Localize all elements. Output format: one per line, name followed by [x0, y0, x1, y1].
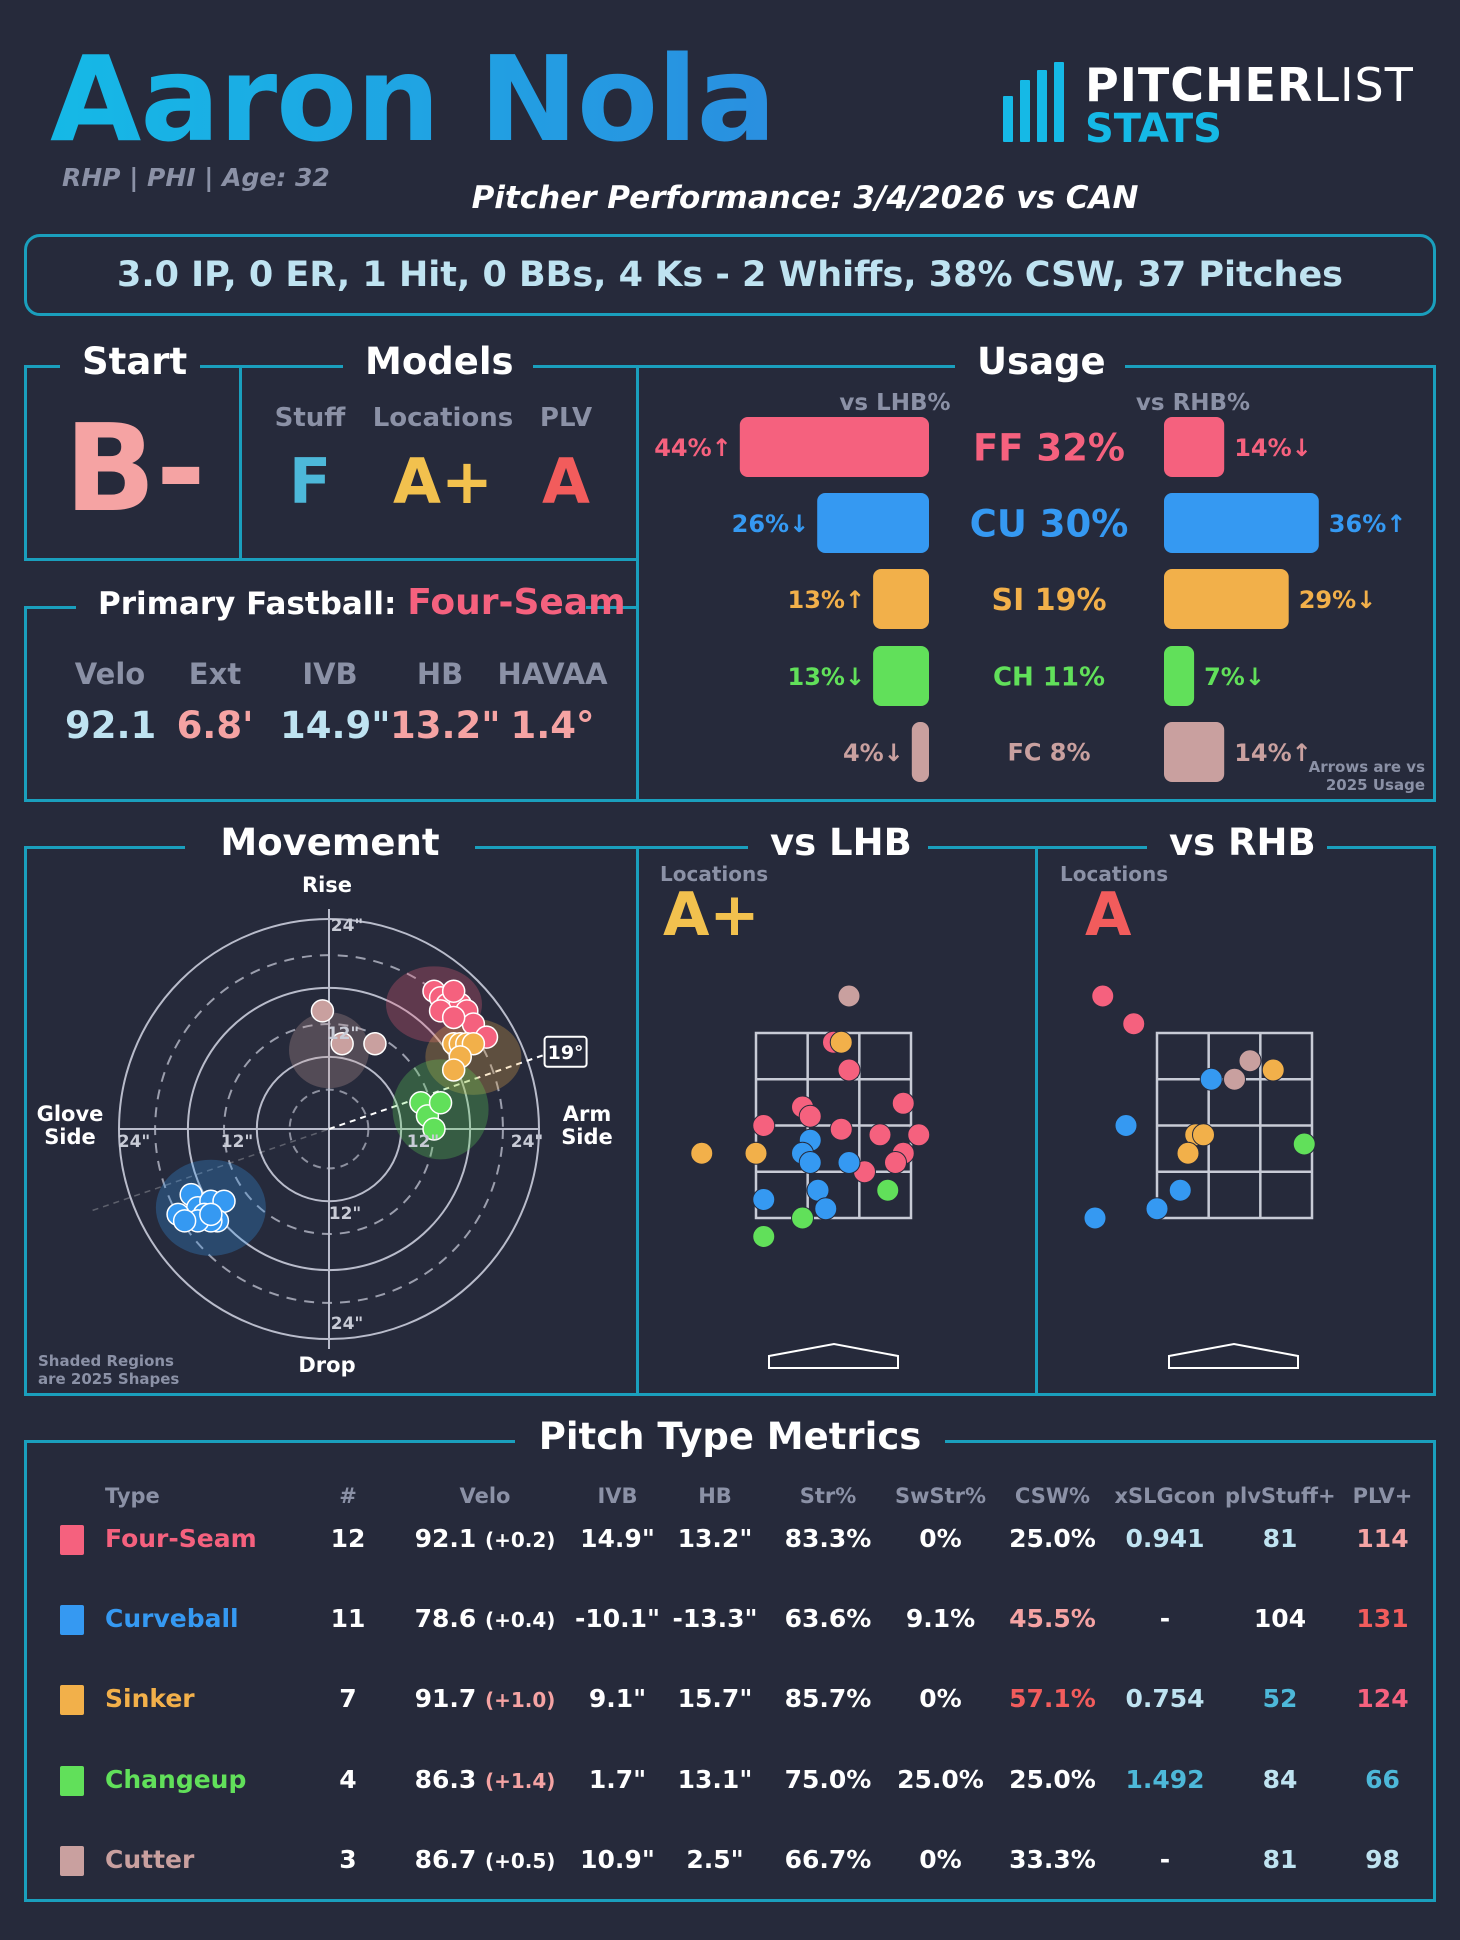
- usage-bar-rhb: [1164, 493, 1319, 553]
- hb-value: 13.1": [677, 1765, 753, 1794]
- metrics-header: PLV+: [1352, 1484, 1413, 1508]
- location-point-ff: [892, 1092, 914, 1114]
- usage-bar-rhb: [1164, 569, 1289, 629]
- fastball-metric-value: 92.1: [65, 704, 157, 747]
- movement-note-line2: are 2025 Shapes: [38, 1370, 180, 1388]
- metrics-header: Type: [105, 1484, 160, 1508]
- ring-label-24-top: 24": [330, 916, 364, 936]
- xslgcon-value: 0.754: [1125, 1684, 1205, 1713]
- velo-value: 92.1: [414, 1524, 477, 1553]
- location-point-si: [1177, 1142, 1199, 1164]
- usage-chart: [636, 365, 1436, 802]
- location-point-si: [830, 1031, 852, 1053]
- pitch-color-swatch: [60, 1846, 84, 1876]
- velo-diff: (+0.2): [484, 1528, 556, 1552]
- ring-label-12-left: 12": [220, 1132, 254, 1152]
- metrics-header: Velo: [459, 1484, 511, 1508]
- hb-value: 2.5": [686, 1845, 744, 1874]
- performance-line: Pitcher Performance: 3/4/2026 vs CAN: [471, 180, 1139, 216]
- logo-bold: PITCHER: [1085, 58, 1314, 112]
- usage-lhb-label: 13%↑: [787, 586, 866, 614]
- primary-fastball-label: Primary Fastball:: [98, 586, 397, 622]
- velo-cell: [410, 1684, 560, 1713]
- usage-center-label: SI 19%: [991, 582, 1107, 618]
- model-label: PLV: [539, 403, 593, 433]
- xslgcon-value: 1.492: [1125, 1765, 1205, 1794]
- plvstuff-value: 81: [1262, 1524, 1298, 1553]
- plvstuff-value: 84: [1262, 1765, 1298, 1794]
- metrics-header: plvStuff+: [1225, 1484, 1336, 1508]
- fastball-metric-label: HAVAA: [497, 657, 608, 691]
- pitch-type-name: Four-Seam: [105, 1524, 257, 1553]
- plvstuff-value: 52: [1262, 1684, 1298, 1713]
- primary-fastball-title: [76, 582, 626, 623]
- location-point-ff: [1092, 985, 1114, 1007]
- vs-lhb-grade: A+: [663, 880, 760, 950]
- vs-lhb-title: vs LHB: [748, 821, 928, 864]
- velo-cell: [410, 1524, 560, 1553]
- location-point-cu: [1146, 1198, 1168, 1220]
- glove-side-label: Glove: [36, 1102, 104, 1126]
- ring-label-24-left: 24": [117, 1132, 151, 1152]
- swstr-pct: 25.0%: [897, 1765, 984, 1794]
- location-point-cu: [838, 1152, 860, 1174]
- vs-rhb-title: vs RHB: [1147, 821, 1327, 864]
- swstr-pct: 0%: [919, 1524, 962, 1553]
- xslgcon-value: -: [1159, 1845, 1171, 1874]
- ivb-value: 9.1": [588, 1684, 647, 1713]
- metrics-header: IVB: [597, 1484, 638, 1508]
- str-pct: 66.7%: [784, 1845, 872, 1874]
- hb-value: 15.7": [677, 1684, 753, 1713]
- usage-lhb-label: 4%↓: [842, 739, 904, 767]
- pitch-type-name: Sinker: [105, 1684, 195, 1713]
- usage-bar-lhb: [817, 493, 929, 553]
- pitch-count: 12: [330, 1524, 366, 1553]
- location-point-ff: [1123, 1013, 1145, 1035]
- location-point-ch: [792, 1207, 814, 1229]
- ring-label-24-bottom: 24": [330, 1314, 364, 1334]
- glove-side-label-2: Side: [44, 1125, 96, 1149]
- ivb-value: 10.9": [580, 1845, 655, 1874]
- pitch-color-swatch: [60, 1685, 84, 1715]
- vs-lhb-location-chart: [636, 846, 1038, 1396]
- location-point-fc: [1224, 1068, 1246, 1090]
- usage-bar-lhb: [873, 569, 929, 629]
- movement-point-fc: [364, 1033, 386, 1055]
- plvstuff-value: 104: [1253, 1604, 1307, 1633]
- location-point-si: [1193, 1124, 1215, 1146]
- velo-value: 86.7: [414, 1845, 477, 1874]
- pitch-count: 7: [339, 1684, 357, 1713]
- swstr-pct: 9.1%: [905, 1604, 976, 1633]
- metrics-header: HB: [698, 1484, 732, 1508]
- usage-rhb-label: 14%↓: [1234, 434, 1312, 462]
- str-pct: 75.0%: [784, 1765, 872, 1794]
- ring-label-12-top: 12": [326, 1024, 360, 1044]
- metrics-header: Str%: [799, 1484, 857, 1508]
- location-point-ff: [869, 1124, 891, 1146]
- fastball-metric-label: Ext: [188, 657, 242, 691]
- metrics-header: xSLGcon: [1114, 1484, 1216, 1508]
- pitch-count: 11: [330, 1604, 366, 1633]
- csw-pct: 33.3%: [1009, 1845, 1096, 1874]
- location-point-ff: [830, 1118, 852, 1140]
- location-point-ch: [1293, 1133, 1315, 1155]
- usage-lhb-header: vs LHB%: [839, 390, 951, 416]
- usage-bar-lhb: [873, 646, 929, 706]
- location-point-fc: [838, 985, 860, 1007]
- movement-point-ff: [443, 980, 465, 1002]
- ivb-value: -10.1": [575, 1604, 661, 1633]
- home-plate: [769, 1344, 898, 1368]
- location-point-ff: [885, 1152, 907, 1174]
- movement-title: Movement: [185, 821, 475, 864]
- game-summary: 3.0 IP, 0 ER, 1 Hit, 0 BBs, 4 Ks - 2 Whiffs, 38% CSW, 37 Pitches: [24, 234, 1436, 316]
- usage-title: Usage: [955, 340, 1125, 383]
- xslgcon-value: 0.941: [1125, 1524, 1205, 1553]
- plvstuff-value: 81: [1262, 1845, 1298, 1874]
- location-point-cu: [1084, 1207, 1106, 1229]
- fastball-metric-label: IVB: [302, 657, 358, 691]
- location-point-cu: [753, 1189, 775, 1211]
- usage-center-label: FF 32%: [973, 426, 1125, 470]
- usage-center-label: CU 30%: [969, 502, 1129, 546]
- fastball-metric-value: 1.4°: [510, 704, 595, 747]
- velo-diff: (+0.4): [484, 1608, 556, 1632]
- str-pct: 83.3%: [784, 1524, 872, 1553]
- primary-fastball-pitch: Four-Seam: [407, 582, 626, 623]
- metrics-header: SwStr%: [894, 1484, 987, 1508]
- player-name: Aaron Nola: [50, 30, 776, 168]
- csw-pct: 45.5%: [1009, 1604, 1096, 1633]
- metrics-panel: [24, 1440, 1436, 1902]
- usage-rhb-label: 14%↑: [1234, 739, 1312, 767]
- velo-cell: [410, 1765, 560, 1794]
- movement-point-si: [443, 1059, 465, 1081]
- velo-cell: [410, 1604, 560, 1633]
- location-point-ch: [753, 1226, 775, 1248]
- arm-side-label-2: Side: [561, 1125, 613, 1149]
- fastball-metric-label: HB: [416, 657, 464, 691]
- fastball-metric-value: 13.2": [390, 704, 501, 747]
- usage-bar-lhb: [912, 722, 929, 782]
- start-grade: B-: [64, 400, 206, 539]
- location-point-ff: [838, 1059, 860, 1081]
- fastball-metric-label: Velo: [74, 657, 146, 691]
- drop-label: Drop: [298, 1353, 356, 1377]
- location-point-si: [1262, 1059, 1284, 1081]
- location-point-cu: [815, 1198, 837, 1220]
- hb-value: 13.2": [677, 1524, 753, 1553]
- location-point-cu: [799, 1152, 821, 1174]
- usage-bar-rhb: [1164, 646, 1194, 706]
- velo-diff: (+0.5): [484, 1849, 556, 1873]
- usage-note-line2: 2025 Usage: [1325, 776, 1425, 794]
- velo-value: 78.6: [414, 1604, 477, 1633]
- pitch-count: 4: [339, 1765, 357, 1794]
- location-point-cu: [1169, 1179, 1191, 1201]
- usage-rhb-label: 7%↓: [1204, 663, 1265, 691]
- plv-value: 66: [1365, 1765, 1400, 1794]
- usage-bar-lhb: [740, 417, 929, 477]
- fastball-metric-value: 6.8': [176, 704, 254, 747]
- model-grade: A+: [393, 445, 493, 518]
- plv-value: 98: [1365, 1845, 1400, 1874]
- pitcherlist-bars-icon: [1003, 62, 1065, 142]
- velo-diff: (+1.4): [484, 1769, 556, 1793]
- usage-rhb-header: vs RHB%: [1135, 390, 1251, 416]
- movement-point-fc: [311, 1000, 333, 1022]
- ivb-value: 1.7": [588, 1765, 647, 1794]
- models-title: Models: [343, 340, 533, 383]
- usage-center-label: FC 8%: [1007, 738, 1091, 767]
- csw-pct: 25.0%: [1009, 1765, 1096, 1794]
- plv-value: 124: [1356, 1684, 1409, 1713]
- plv-value: 131: [1356, 1604, 1409, 1633]
- usage-note-line1: Arrows are vs: [1308, 758, 1425, 776]
- metrics-title: Pitch Type Metrics: [515, 1415, 945, 1458]
- ring-label-24-right: 24": [510, 1132, 544, 1152]
- arm-side-label: Arm: [562, 1102, 612, 1126]
- csw-pct: 25.0%: [1009, 1524, 1096, 1553]
- usage-center-label: CH 11%: [992, 662, 1106, 693]
- csw-pct: 57.1%: [1009, 1684, 1096, 1713]
- metrics-header: #: [339, 1484, 357, 1508]
- pitch-color-swatch: [60, 1605, 84, 1635]
- usage-lhb-label: 26%↓: [731, 510, 810, 538]
- location-point-cu: [1200, 1068, 1222, 1090]
- location-point-ff: [799, 1105, 821, 1127]
- velo-value: 86.3: [414, 1765, 477, 1794]
- usage-lhb-label: 44%↑: [654, 434, 732, 462]
- metrics-header: CSW%: [1014, 1484, 1091, 1508]
- model-grade: F: [288, 445, 332, 518]
- start-title: Start: [60, 340, 200, 383]
- home-plate: [1169, 1344, 1298, 1368]
- movement-point-cu: [200, 1203, 222, 1225]
- str-pct: 63.6%: [784, 1604, 872, 1633]
- ivb-value: 14.9": [580, 1524, 655, 1553]
- location-point-cu: [1115, 1115, 1137, 1137]
- logo-light: LIST: [1313, 58, 1414, 112]
- pitch-type-name: Curveball: [105, 1604, 239, 1633]
- vs-rhb-locations-label: Locations: [1060, 862, 1169, 886]
- usage-rhb-label: 36%↑: [1328, 510, 1407, 538]
- movement-chart: [24, 846, 639, 1396]
- vs-lhb-locations-label: Locations: [660, 862, 769, 886]
- vs-rhb-location-chart: [1035, 846, 1436, 1396]
- ring-label-12-bottom: 12": [328, 1204, 362, 1224]
- model-grade: A: [542, 445, 590, 518]
- player-info: RHP | PHI | Age: 32: [62, 163, 330, 192]
- pitch-color-swatch: [60, 1766, 84, 1796]
- movement-point-cu: [174, 1210, 196, 1232]
- usage-note: [1290, 758, 1425, 794]
- velo-diff: (+1.0): [484, 1688, 556, 1712]
- str-pct: 85.7%: [784, 1684, 872, 1713]
- logo-wordmark: [1085, 58, 1414, 112]
- movement-point-ch: [430, 1092, 452, 1114]
- logo-stats: STATS: [1085, 106, 1222, 152]
- velo-cell: [410, 1845, 560, 1874]
- arm-angle-label: 19°: [547, 1041, 584, 1064]
- model-label: Stuff: [274, 403, 346, 433]
- hb-value: -13.3": [672, 1604, 758, 1633]
- xslgcon-value: -: [1159, 1604, 1171, 1633]
- model-label: Locations: [372, 403, 514, 433]
- usage-lhb-label: 13%↓: [787, 663, 866, 691]
- location-point-ff: [753, 1115, 775, 1137]
- location-point-si: [691, 1142, 713, 1164]
- usage-bar-rhb: [1164, 417, 1224, 477]
- pitch-count: 3: [339, 1845, 357, 1874]
- location-point-ch: [877, 1179, 899, 1201]
- velo-value: 91.7: [414, 1684, 477, 1713]
- usage-rhb-label: 29%↓: [1298, 586, 1377, 614]
- plv-value: 114: [1356, 1524, 1409, 1553]
- ring-label-12-right: 12": [406, 1132, 440, 1152]
- swstr-pct: 0%: [919, 1684, 962, 1713]
- vs-rhb-grade: A: [1085, 880, 1132, 950]
- pitch-type-name: Cutter: [105, 1845, 195, 1874]
- location-point-ff: [908, 1124, 930, 1146]
- pitch-color-swatch: [60, 1525, 84, 1555]
- pitch-type-name: Changeup: [105, 1765, 247, 1794]
- location-point-si: [745, 1142, 767, 1164]
- rise-label: Rise: [301, 873, 353, 897]
- movement-point-ff: [443, 1006, 465, 1028]
- swstr-pct: 0%: [919, 1845, 962, 1874]
- movement-note-line1: Shaded Regions: [38, 1352, 174, 1370]
- fastball-metric-value: 14.9": [280, 704, 391, 747]
- location-point-fc: [1239, 1050, 1261, 1072]
- movement-note: [38, 1352, 179, 1388]
- usage-bar-rhb: [1164, 722, 1224, 782]
